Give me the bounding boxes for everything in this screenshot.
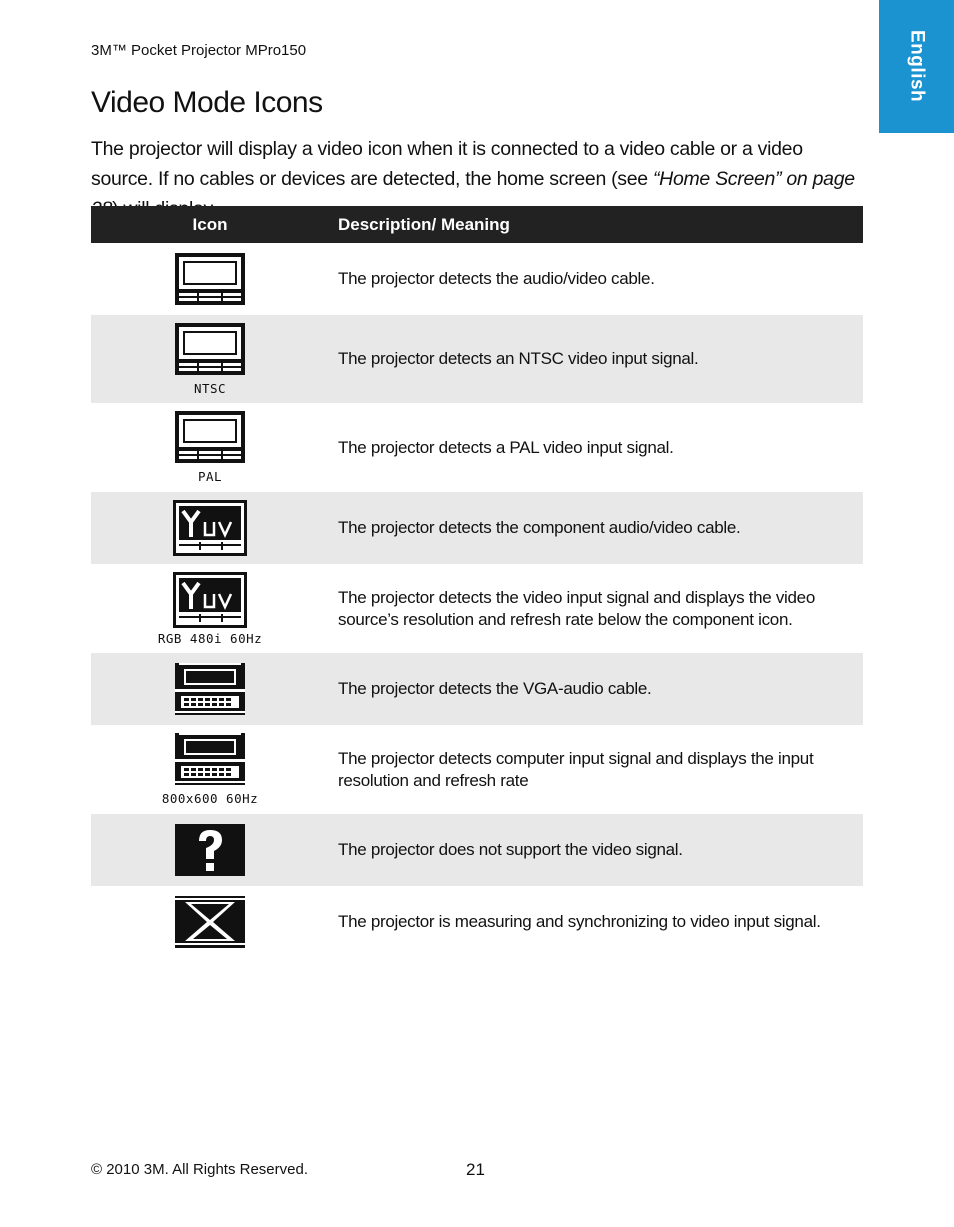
hourglass-icon: [175, 896, 245, 948]
table-row: [91, 886, 863, 958]
icon-caption: 800x600 60Hz: [161, 791, 259, 806]
table-row: [91, 243, 863, 315]
row-description: The projector detects the VGA-audio cable.: [338, 679, 652, 698]
table-row: [91, 403, 863, 492]
table-row: [91, 492, 863, 564]
table-row: [91, 653, 863, 725]
table-row: [91, 564, 863, 653]
row-description: The projector detects a PAL video input signal.: [338, 437, 674, 457]
column-header-description: Description/ Meaning: [338, 214, 510, 234]
yuv-icon: [173, 500, 247, 556]
icon-caption: RGB 480i 60Hz: [157, 630, 263, 646]
table-row: [91, 315, 863, 403]
vga-icon: [175, 733, 245, 785]
row-description: The projector does not support the video signal.: [338, 840, 683, 859]
row-description: The projector detects an NTSC video input signal.: [338, 349, 699, 368]
language-tab: [879, 0, 954, 133]
monitor-icon: [175, 323, 245, 375]
video-mode-icons-table: [91, 206, 863, 958]
question-icon: [175, 824, 245, 876]
language-tab-label: English: [906, 30, 928, 103]
icon-caption: PAL: [197, 469, 223, 484]
monitor-icon: [175, 411, 245, 463]
page-number: 21: [466, 1160, 485, 1179]
footer-copyright: © 2010 3M. All Rights Reserved.: [91, 1161, 308, 1178]
row-description: The projector is measuring and synchronizing to video input signal.: [338, 912, 821, 931]
intro-text-before: The projector will display a video icon when it is connected to a video cable or a video source. If no cables or devices are detected, the home screen (see: [91, 138, 803, 190]
table-row: [91, 725, 863, 814]
vga-icon: [175, 663, 245, 715]
yuv-icon: [173, 572, 247, 628]
table-header: [91, 206, 863, 243]
monitor-icon: [175, 253, 245, 305]
table-row: [91, 814, 863, 886]
home-screen-reference: “Home Screen” on page: [652, 168, 855, 190]
row-description: The projector detects the audio/video cable.: [338, 269, 655, 288]
icon-caption: NTSC: [193, 380, 227, 396]
header-product-name: 3M™ Pocket Projector MPro150: [91, 42, 307, 59]
row-description: The projector detects the video input signal and displays the video source’s resolution and refresh rate below the component icon.: [338, 587, 815, 629]
page-title: Video Mode Icons: [91, 86, 323, 119]
column-header-icon: Icon: [192, 214, 228, 234]
row-description: The projector detects the component audio/video cable.: [338, 518, 741, 537]
row-description: The projector detects computer input signal and displays the input resolution and refresh rate: [338, 748, 814, 790]
